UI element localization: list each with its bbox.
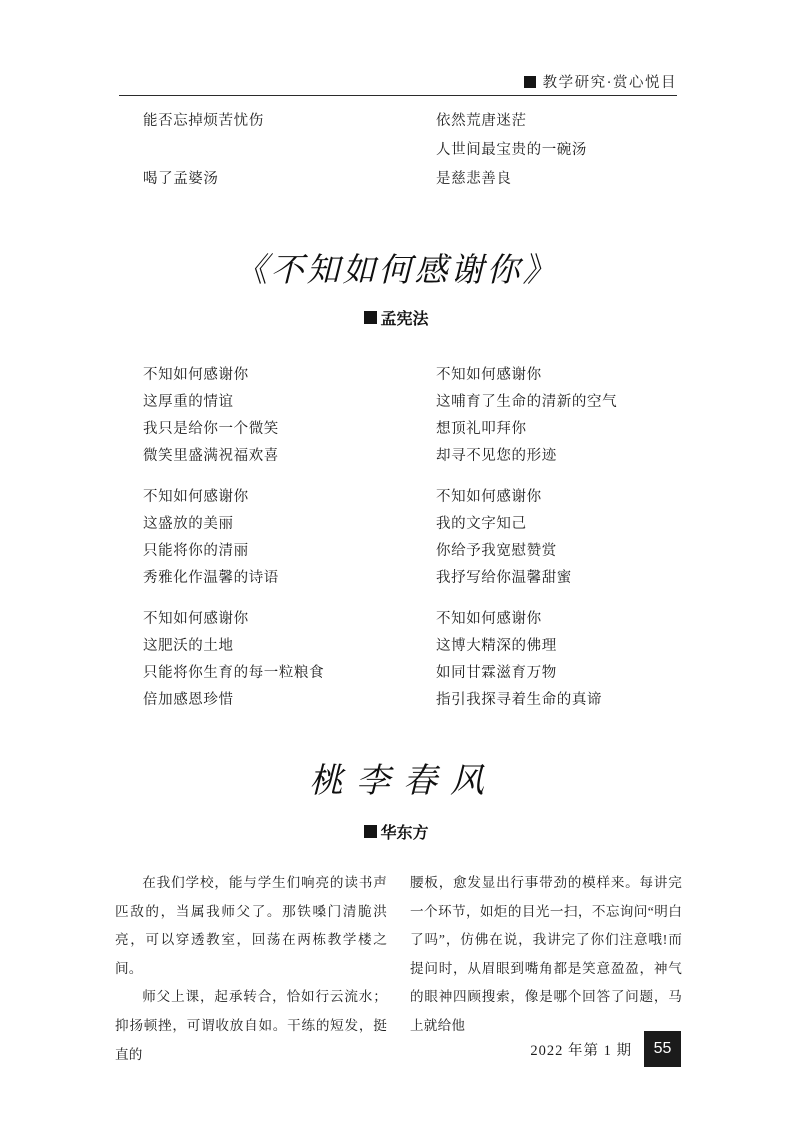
- poem-line: 如同甘霖滋育万物: [436, 665, 557, 681]
- poem-line: 只能将你的清丽: [143, 543, 249, 559]
- poem-line: 你给予我宽慰赞赏: [436, 543, 557, 559]
- poem-line: 想顶礼叩拜你: [436, 421, 527, 437]
- header-rule: [119, 95, 677, 96]
- stanza-right-column: [436, 484, 683, 592]
- poem-line: 能否忘掉烦苦忧伤: [143, 113, 264, 129]
- author-marker-icon: [364, 311, 377, 324]
- stanza-left-column: [143, 606, 436, 714]
- stanza-right-column: [436, 362, 683, 470]
- poem-line: 只能将你生育的每一粒粮食: [143, 665, 325, 681]
- poem-line: 秀雅化作温馨的诗语: [143, 570, 279, 586]
- poem-line: 人世间最宝贵的一碗汤: [436, 142, 587, 158]
- poem-line: 不知如何感谢你: [143, 367, 249, 383]
- poem-line: 倍加感恩珍惜: [143, 692, 234, 708]
- poem-line: 喝了孟婆汤: [143, 171, 219, 187]
- poem-line: 微笑里盛满祝福欢喜: [143, 448, 279, 464]
- poem-line: 依然荒唐迷茫: [436, 113, 527, 129]
- essay-title: 桃李春风: [309, 761, 497, 801]
- poem-stanza: [143, 362, 683, 470]
- essay-author: [0, 820, 793, 843]
- page-footer: [530, 1031, 681, 1067]
- stanza-right-column: [436, 606, 683, 714]
- poem-line: 这厚重的情谊: [143, 394, 234, 410]
- author-marker-icon: [364, 825, 377, 838]
- page-number-badge: 55: [644, 1031, 681, 1067]
- poem-stanza: [143, 484, 683, 592]
- essay-paragraph: 在我们学校，能与学生们响亮的读书声匹敌的，当属我师父了。那铁嗓门清脆洪亮，可以穿透教室，回荡在两栋教学楼之间。: [115, 875, 387, 976]
- poem-body: [143, 362, 683, 728]
- poem-line: 我的文字知己: [436, 516, 527, 532]
- poem-excerpt: [143, 107, 683, 194]
- page-header: [524, 71, 677, 92]
- section-label: 教学研究·赏心悦目: [542, 75, 677, 91]
- poem-line: [143, 136, 436, 165]
- poem-line: 指引我探寻着生命的真谛: [436, 692, 603, 708]
- poem-excerpt-row: [143, 107, 683, 136]
- poem-excerpt-row: [143, 136, 683, 165]
- essay-paragraph: 腰板，愈发显出行事带劲的模样来。每讲完一个环节，如炬的目光一扫，不忘询问“明白了吗”，仿佛在说，我讲完了你们注意哦!而提问时，从眉眼到嘴角都是笑意盈盈，神气的眼神四顾搜索，像是哪个回答了问题，马上就给他: [410, 875, 682, 1033]
- poem-line: 这盛放的美丽: [143, 516, 234, 532]
- poem-line: 不知如何感谢你: [436, 611, 542, 627]
- poem-line: 这博大精深的佛理: [436, 638, 557, 654]
- poem-line: 这肥沃的土地: [143, 638, 234, 654]
- poem-stanza: [143, 606, 683, 714]
- poem-excerpt-row: [143, 165, 683, 194]
- issue-label: 2022 年第 1 期: [530, 1042, 632, 1059]
- poem-line: 不知如何感谢你: [143, 611, 249, 627]
- stanza-left-column: [143, 362, 436, 470]
- poem-line: 不知如何感谢你: [436, 367, 542, 383]
- poem-line: 不知如何感谢你: [143, 489, 249, 505]
- poem-line: 是慈悲善良: [436, 171, 512, 187]
- poem-line: 这哺育了生命的清新的空气: [436, 394, 618, 410]
- stanza-left-column: [143, 484, 436, 592]
- poem-title: 《不知如何感谢你》: [234, 250, 559, 289]
- essay-author-name: 华东方: [380, 825, 429, 842]
- section-marker-icon: [524, 76, 536, 88]
- poem-line: 却寻不见您的形迹: [436, 448, 557, 464]
- poem-author-name: 孟宪法: [380, 311, 429, 328]
- essay-paragraph: 师父上课，起承转合，恰如行云流水；抑扬顿挫，可谓收放自如。干练的短发，挺直的: [115, 989, 387, 1062]
- poem-line: 我抒写给你温馨甜蜜: [436, 570, 572, 586]
- poem-line: 不知如何感谢你: [436, 489, 542, 505]
- essay-left-column: [115, 869, 387, 1069]
- poem-author: [0, 306, 793, 329]
- poem-line: 我只是给你一个微笑: [143, 421, 279, 437]
